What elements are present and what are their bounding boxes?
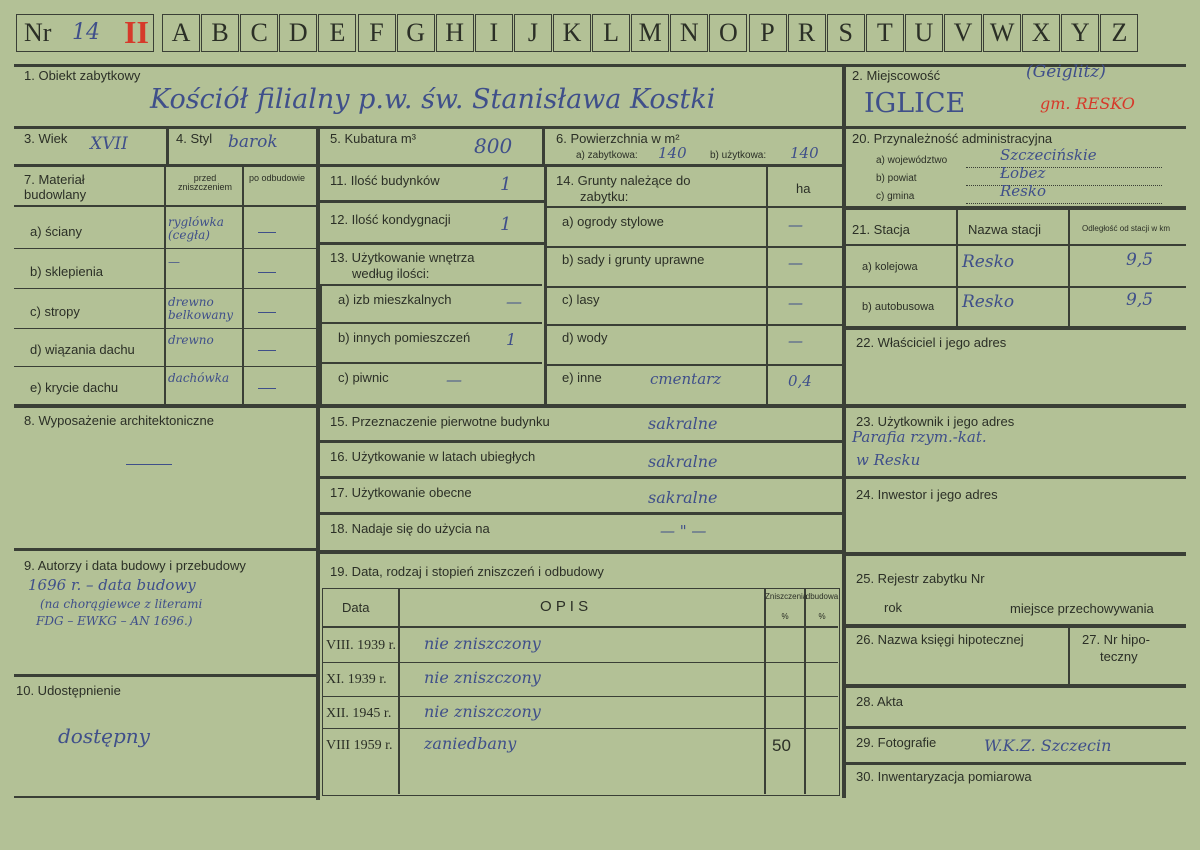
f13-row-label: b) innych pomieszczeń [338, 330, 471, 345]
f14-row-divider [546, 364, 842, 366]
f7-row-value: drewno belkowany [168, 295, 234, 322]
f7-row-value: dachówka [168, 371, 230, 385]
index-letter-m: M [631, 14, 669, 52]
index-letter-p: P [749, 14, 787, 52]
f14-row-ha: — [788, 254, 803, 272]
index-letter-x: X [1022, 14, 1060, 52]
f6-b-label: b) użytkowa: [710, 150, 767, 161]
f14-row-label: a) ogrody stylowe [562, 214, 664, 229]
f20-row-value: Łobez [1000, 164, 1046, 182]
index-letter-h: H [436, 14, 474, 52]
f6-label: 6. Powierzchnia w m² [556, 131, 680, 146]
f19-col-od2: % [818, 612, 826, 621]
f11-value: 1 [500, 174, 512, 195]
index-letter-y: Y [1061, 14, 1099, 52]
f30-label: 30. Inwentaryzacja pomiarowa [856, 769, 1032, 784]
f27-label2: teczny [1100, 649, 1138, 664]
f23-label: 23. Użytkownik i jego adres [856, 414, 1015, 429]
f10-label: 10. Udostępnienie [16, 683, 121, 698]
f13-left-rule [320, 284, 322, 404]
f6-a-value: 140 [658, 144, 687, 162]
f25-rok: rok [884, 600, 903, 615]
f9-line3: FDG – EWKG – AN 1696.) [36, 614, 193, 628]
f7-label: 7. Materiał budowlany [24, 172, 87, 202]
index-letter-c: C [240, 14, 278, 52]
f19-row-date: VIII 1959 r. [326, 738, 393, 753]
f20-label: 20. Przynależność administracyjna [852, 131, 1053, 146]
index-letter-l: L [592, 14, 630, 52]
index-letter-u: U [905, 14, 943, 52]
f1-label: 1. Obiekt zabytkowy [24, 68, 141, 83]
f21-row-dist: 9,5 [1126, 290, 1154, 310]
f7-row-label: a) ściany [30, 224, 83, 239]
f20-row-dots [966, 202, 1162, 204]
f14-row-divider [546, 246, 842, 248]
f3-label: 3. Wiek [24, 131, 68, 146]
f20-row-label: a) województwo [876, 155, 948, 166]
f14-row-ha: — [788, 216, 803, 234]
f14-row-ha: — [788, 294, 803, 312]
f7-row-divider [14, 328, 316, 329]
f19-row-zn: 50 [772, 736, 791, 755]
nr-value: 14 [72, 20, 100, 45]
f14-row-label: c) lasy [562, 292, 600, 307]
f8-dash [126, 464, 172, 465]
f21-label: 21. Stacja [852, 222, 910, 237]
f14-row-label: b) sady i grunty uprawne [562, 252, 705, 267]
f13-row-divider [322, 362, 542, 364]
f7-row-label: d) wiązania dachu [30, 342, 135, 357]
f7-row-dash [258, 350, 276, 351]
f18-label: 18. Nadaje się do użycia na [330, 521, 490, 536]
index-letter-w: W [983, 14, 1021, 52]
f19-col-opis: O P I S [540, 598, 589, 615]
f19-row-date: VIII. 1939 r. [326, 638, 396, 653]
f14-row-value: cmentarz [650, 370, 722, 388]
f9-line2: (na chorągiewce z literami [40, 597, 203, 611]
f10-value: dostępny [58, 724, 150, 748]
f19-row-date: XII. 1945 r. [326, 706, 392, 721]
f27-label1: 27. Nr hipo- [1082, 632, 1150, 647]
f13-row-label: c) piwnic [338, 370, 389, 385]
f19-col-od1: dbudowa [805, 592, 839, 601]
index-letter-i: I [475, 14, 513, 52]
f11-label: 11. Ilość budynków [330, 173, 440, 188]
f14-label1: 14. Grunty należące do [556, 173, 691, 188]
index-letter-r: R [788, 14, 826, 52]
index-letter-s: S [827, 14, 865, 52]
f21-col-dist: Odległość od stacji w km [1081, 224, 1171, 233]
index-letter-v: V [944, 14, 982, 52]
f7-row-dash [258, 272, 276, 273]
f7-row-value: ryglówka (cegła) [168, 215, 224, 242]
f13-label1: 13. Użytkowanie wnętrza [330, 250, 475, 265]
f21-row-label: b) autobusowa [862, 301, 935, 313]
f14-row-ha: 0,4 [788, 372, 812, 390]
f4-value: barok [228, 132, 278, 152]
f20-row-label: c) gmina [876, 191, 915, 202]
f19-col-zn1: Zniszczenia [765, 592, 808, 601]
f4-label: 4. Styl [176, 131, 213, 146]
f17-value: sakralne [648, 488, 718, 507]
f7-row-label: b) sklepienia [30, 264, 103, 279]
index-letter-k: K [553, 14, 591, 52]
f21-col-name: Nazwa stacji [968, 222, 1041, 237]
f14-row-label: d) wody [562, 330, 608, 345]
f17-label: 17. Użytkowanie obecne [330, 485, 472, 500]
f24-label: 24. Inwestor i jego adres [856, 487, 998, 502]
f23-line1: Parafia rzym.-kat. [852, 428, 987, 446]
f20-row-dots [966, 166, 1162, 168]
index-letter-z: Z [1100, 14, 1138, 52]
f2-value: IGLICE [864, 88, 966, 119]
f13-row-label: a) izb mieszkalnych [338, 292, 452, 307]
f2-label: 2. Miejscowość [852, 68, 941, 83]
f7-row-label: e) krycie dachu [30, 380, 119, 395]
f25-miejsce: miejsce przechowywania [1010, 601, 1154, 616]
f25-label: 25. Rejestr zabytku Nr [856, 571, 985, 586]
f13-row-value: — [506, 292, 522, 311]
index-letter-j: J [514, 14, 552, 52]
f21-row-label: a) kolejowa [862, 261, 918, 273]
f19-col-zn2: % [781, 612, 789, 621]
f26-label: 26. Nazwa księgi hipotecznej [856, 632, 1024, 647]
f19-row-date: XI. 1939 r. [326, 672, 387, 687]
f7-row-value: drewno [168, 333, 214, 347]
f21-row-divider [846, 286, 1186, 288]
f29-value: W.K.Z. Szczecin [984, 736, 1112, 755]
f5-value: 800 [474, 134, 513, 158]
f9-label: 9. Autorzy i data budowy i przebudowy [24, 558, 246, 573]
f9-line1: 1696 r. – data budowy [28, 576, 196, 594]
f21-row-name: Resko [962, 292, 1015, 312]
f18-value: — " — [660, 522, 707, 540]
f13-label2: według ilości: [352, 266, 430, 281]
f19-row-opis: zaniedbany [424, 734, 517, 753]
f2-gmina-note: gm. RESKO [1040, 94, 1135, 113]
f7-row-divider [14, 366, 316, 367]
f7-row-value: — [168, 255, 180, 269]
f14-row-ha: — [788, 332, 803, 350]
f20-row-label: b) powiat [876, 173, 917, 184]
f13-row-value: — [446, 370, 462, 389]
f6-b-value: 140 [790, 144, 819, 162]
f14-row-divider [546, 286, 842, 288]
f19-label: 19. Data, rodzaj i stopień zniszczeń i odbudowy [330, 564, 604, 579]
f8-label: 8. Wyposażenie architektoniczne [24, 413, 214, 428]
f14-label2: zabytku: [580, 189, 629, 204]
f7-row-label: c) stropy [30, 304, 80, 319]
f16-label: 16. Użytkowanie w latach ubiegłych [330, 449, 536, 464]
f3-value: XVII [90, 134, 128, 154]
index-letter-a: A [162, 14, 200, 52]
roman-numeral: II [124, 14, 149, 50]
index-letter-f: F [358, 14, 396, 52]
index-letter-e: E [318, 14, 356, 52]
index-letter-g: G [397, 14, 435, 52]
f12-value: 1 [500, 214, 512, 235]
f22-label: 22. Właściciel i jego adres [856, 335, 1007, 350]
f19-row-opis: nie zniszczony [424, 668, 541, 687]
f7-row-divider [14, 288, 316, 289]
f21-row-dist: 9,5 [1126, 250, 1154, 270]
f6-a-label: a) zabytkowa: [576, 150, 638, 161]
f13-row-divider [322, 284, 542, 286]
f19-row-divider [322, 728, 838, 729]
f7-col1: przed zniszczeniem [177, 173, 233, 192]
f14-row-label: e) inne [562, 370, 602, 385]
f2-note: (Geiglitz) [1026, 62, 1106, 82]
f19-row-divider [322, 662, 838, 663]
index-letter-d: D [279, 14, 317, 52]
f29-label: 29. Fotografie [856, 735, 937, 750]
nr-label: Nr [24, 18, 52, 47]
f19-row-opis: nie zniszczony [424, 702, 541, 721]
f14-row-divider [546, 324, 842, 326]
f15-label: 15. Przeznaczenie pierwotne budynku [330, 414, 550, 429]
f20-row-value: Resko [1000, 182, 1046, 200]
f21-row-name: Resko [962, 252, 1015, 272]
f14-unit: ha [796, 181, 811, 196]
f7-col2: po odbudowie [248, 173, 306, 183]
f7-row-dash [258, 232, 276, 233]
f16-value: sakralne [648, 452, 718, 471]
index-letter-n: N [670, 14, 708, 52]
f7-row-dash [258, 388, 276, 389]
f19-row-opis: nie zniszczony [424, 634, 541, 653]
f19-row-divider [322, 696, 838, 697]
index-letter-b: B [201, 14, 239, 52]
f23-line2: w Resku [856, 451, 921, 469]
f13-row-value: 1 [506, 330, 517, 349]
f15-value: sakralne [648, 414, 718, 433]
f7-row-dash [258, 312, 276, 313]
f7-row-divider [14, 248, 316, 249]
index-letter-o: O [709, 14, 747, 52]
f1-value: Kościół filialny p.w. św. Stanisława Kostki [150, 84, 716, 115]
index-letter-t: T [866, 14, 904, 52]
f19-col-date: Data [342, 600, 370, 615]
f13-row-divider [322, 322, 542, 324]
f5-label: 5. Kubatura m³ [330, 131, 416, 146]
f20-row-value: Szczecińskie [1000, 146, 1097, 164]
f28-label: 28. Akta [856, 694, 903, 709]
f12-label: 12. Ilość kondygnacji [330, 212, 451, 227]
f20-row-dots [966, 184, 1162, 186]
